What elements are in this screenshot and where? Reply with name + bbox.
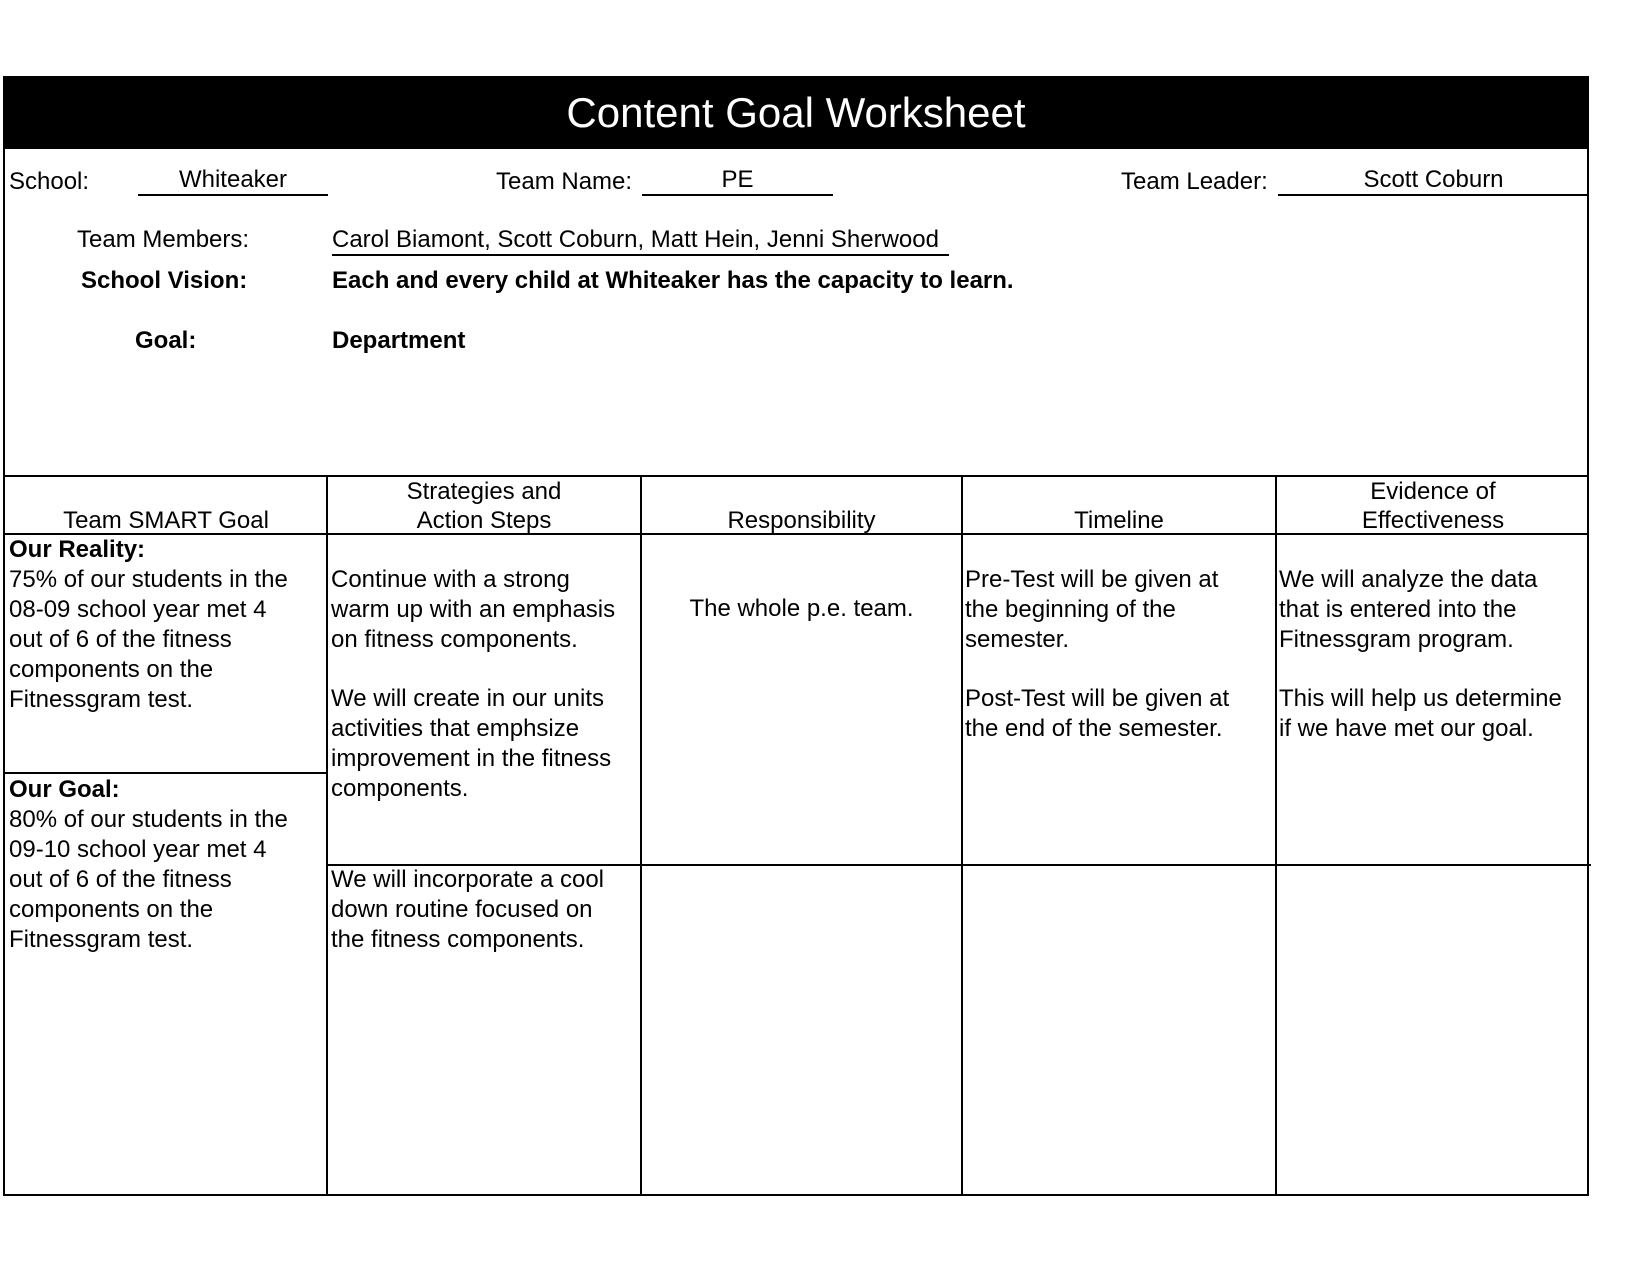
column-header-timeline: Timeline xyxy=(1074,507,1164,534)
column-divider-4 xyxy=(1275,475,1277,1196)
team-members-label: Team Members: xyxy=(77,226,250,253)
team-name-label: Team Name: xyxy=(496,168,633,195)
column-header-strategies-line2: Action Steps xyxy=(416,507,552,534)
reality-goal-divider xyxy=(5,772,328,774)
column-divider-3 xyxy=(961,475,963,1196)
team-leader-value: Scott Coburn xyxy=(1278,166,1589,196)
column-header-evidence-line1: Evidence of xyxy=(1370,478,1496,505)
our-reality-heading: Our Reality: xyxy=(9,536,146,563)
team-name-value: PE xyxy=(642,166,833,196)
school-vision-label: School Vision: xyxy=(81,267,248,294)
strategy-warmup-text: Continue with a strong warm up with an emphasis on fitness components. xyxy=(331,566,616,653)
school-vision-value: Each and every child at Whiteaker has the capacity to learn. xyxy=(332,267,1014,294)
strategy-cooldown-text: We will incorporate a cool down routine focused on the fitness components. xyxy=(331,866,605,953)
goal-label: Goal: xyxy=(135,327,197,354)
our-goal-heading: Our Goal: xyxy=(9,776,120,803)
school-value: Whiteaker xyxy=(138,166,328,196)
timeline-posttest-text: Post-Test will be given at the end of the semester. xyxy=(965,685,1230,742)
our-goal-text: 80% of our students in the 09-10 school year met 4 out of 6 of the fitness components on the Fitnessgram test. xyxy=(9,806,288,953)
evidence-analyze-text: We will analyze the data that is entered into the Fitnessgram program. xyxy=(1279,566,1538,653)
school-label: School: xyxy=(9,168,90,195)
column-divider-1 xyxy=(326,475,328,1196)
column-header-evidence-line2: Effectiveness xyxy=(1361,507,1505,534)
strategy-units-text: We will create in our units activities that emphsize improvement in the fitness components. xyxy=(331,685,612,802)
column-header-strategies-line1: Strategies and xyxy=(406,478,562,505)
team-leader-label: Team Leader: xyxy=(1121,168,1268,195)
our-reality-text: 75% of our students in the 08-09 school year met 4 out of 6 of the fitness components on the Fitnessgram test. xyxy=(9,566,288,713)
column-divider-2 xyxy=(640,475,642,1196)
worksheet-title: Content Goal Worksheet xyxy=(5,78,1587,149)
column-header-responsibility: Responsibility xyxy=(727,507,876,534)
goal-value: Department xyxy=(332,327,466,354)
column-header-smart-goal: Team SMART Goal xyxy=(63,507,269,534)
column-header-strategies xyxy=(327,477,641,535)
timeline-pretest-text: Pre-Test will be given at the beginning of the semester. xyxy=(965,566,1219,653)
worksheet xyxy=(3,76,1589,1196)
responsibility-text: The whole p.e. team. xyxy=(689,595,914,622)
column-header-evidence xyxy=(1276,477,1590,535)
evidence-determine-text: This will help us determine if we have met our goal. xyxy=(1279,685,1562,742)
team-members-value: Carol Biamont, Scott Coburn, Matt Hein, Jenni Sherwood xyxy=(332,226,949,256)
